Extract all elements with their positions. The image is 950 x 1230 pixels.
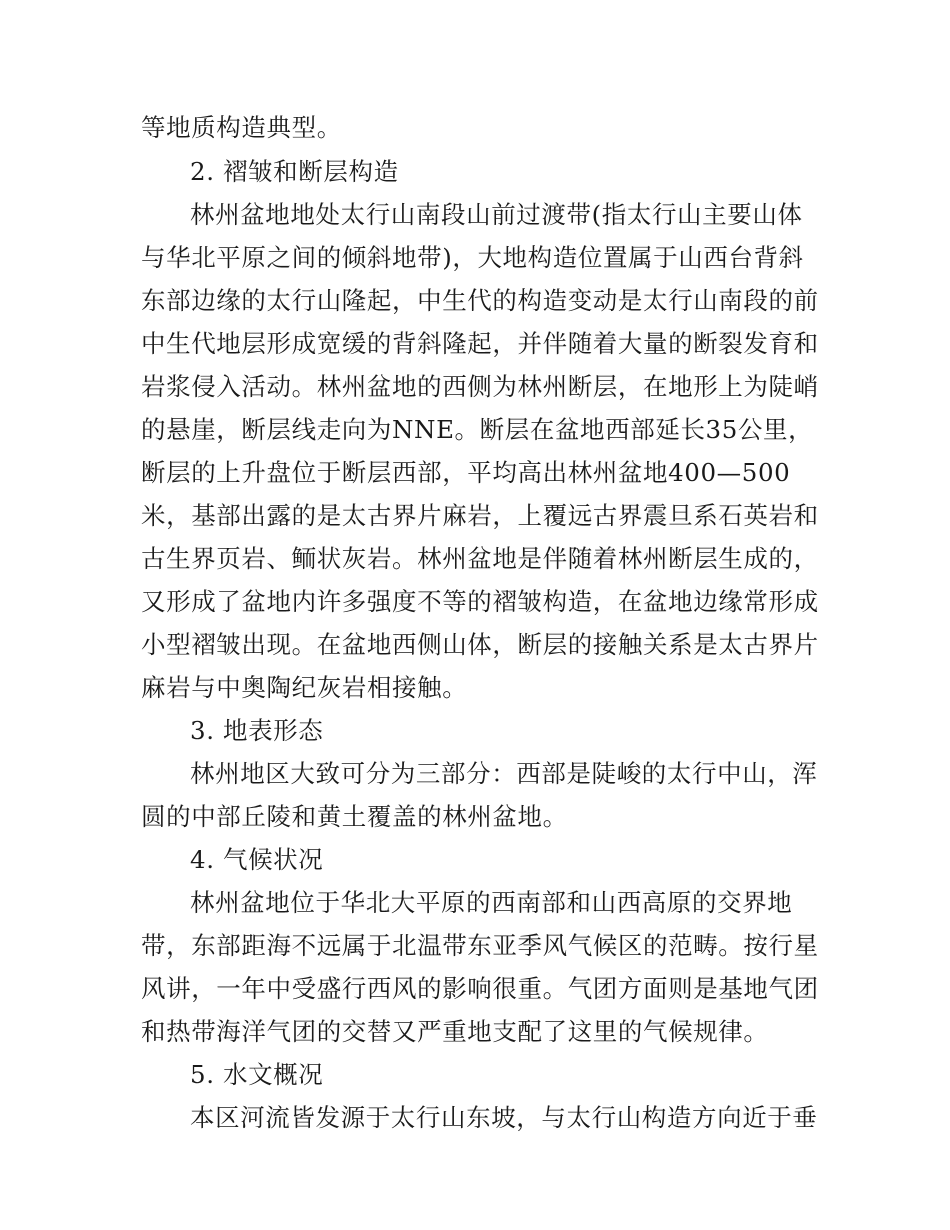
paragraph-line: 小型褶皱出现。在盆地西侧山体，断层的接触关系是太古界片: [141, 630, 819, 659]
paragraph-line: 的悬崖，断层线走向为NNE。断层在盆地西部延长35公里，: [141, 415, 814, 444]
paragraph-line: 中生代地层形成宽缓的背斜隆起，并伴随着大量的断裂发育和: [141, 329, 819, 358]
paragraph-line: 林州地区大致可分为三部分：西部是陡峻的太行中山，浑: [190, 759, 818, 788]
paragraph-line: 林州盆地地处太行山南段山前过渡带(指太行山主要山体: [190, 200, 803, 229]
section-heading-surface-form: 3. 地表形态: [190, 716, 324, 745]
paragraph-line: 麻岩与中奥陶纪灰岩相接触。: [141, 673, 468, 702]
paragraph-line: 东部边缘的太行山隆起，中生代的构造变动是太行山南段的前: [141, 286, 819, 315]
paragraph-line: 米，基部出露的是太古界片麻岩，上覆远古界震旦系石英岩和: [141, 501, 819, 530]
paragraph-line: 本区河流皆发源于太行山东坡，与太行山构造方向近于垂: [190, 1103, 818, 1132]
paragraph-line: 古生界页岩、鲕状灰岩。林州盆地是伴随着林州断层生成的，: [141, 544, 819, 573]
paragraph-line: 与华北平原之间的倾斜地带)，大地构造位置属于山西台背斜: [141, 243, 804, 272]
text-line: 等地质构造典型。: [141, 113, 342, 142]
paragraph-line: 断层的上升盘位于断层西部，平均高出林州盆地400—500: [141, 458, 791, 487]
paragraph-line: 圆的中部丘陵和黄土覆盖的林州盆地。: [141, 802, 568, 831]
paragraph-line: 岩浆侵入活动。林州盆地的西侧为林州断层，在地形上为陡峭: [141, 372, 819, 401]
paragraph-line: 又形成了盆地内许多强度不等的褶皱构造，在盆地边缘常形成: [141, 587, 819, 616]
section-heading-hydrology: 5. 水文概况: [190, 1060, 324, 1089]
paragraph-line: 风讲，一年中受盛行西风的影响很重。气团方面则是基地气团: [141, 974, 819, 1003]
paragraph-line: 和热带海洋气团的交替又严重地支配了这里的气候规律。: [141, 1017, 769, 1046]
section-heading-climate: 4. 气候状况: [190, 845, 324, 874]
section-heading-folds-faults: 2. 褶皱和断层构造: [190, 157, 399, 186]
paragraph-line: 林州盆地位于华北大平原的西南部和山西高原的交界地: [190, 888, 793, 917]
paragraph-line: 带，东部距海不远属于北温带东亚季风气候区的范畴。按行星: [141, 931, 819, 960]
